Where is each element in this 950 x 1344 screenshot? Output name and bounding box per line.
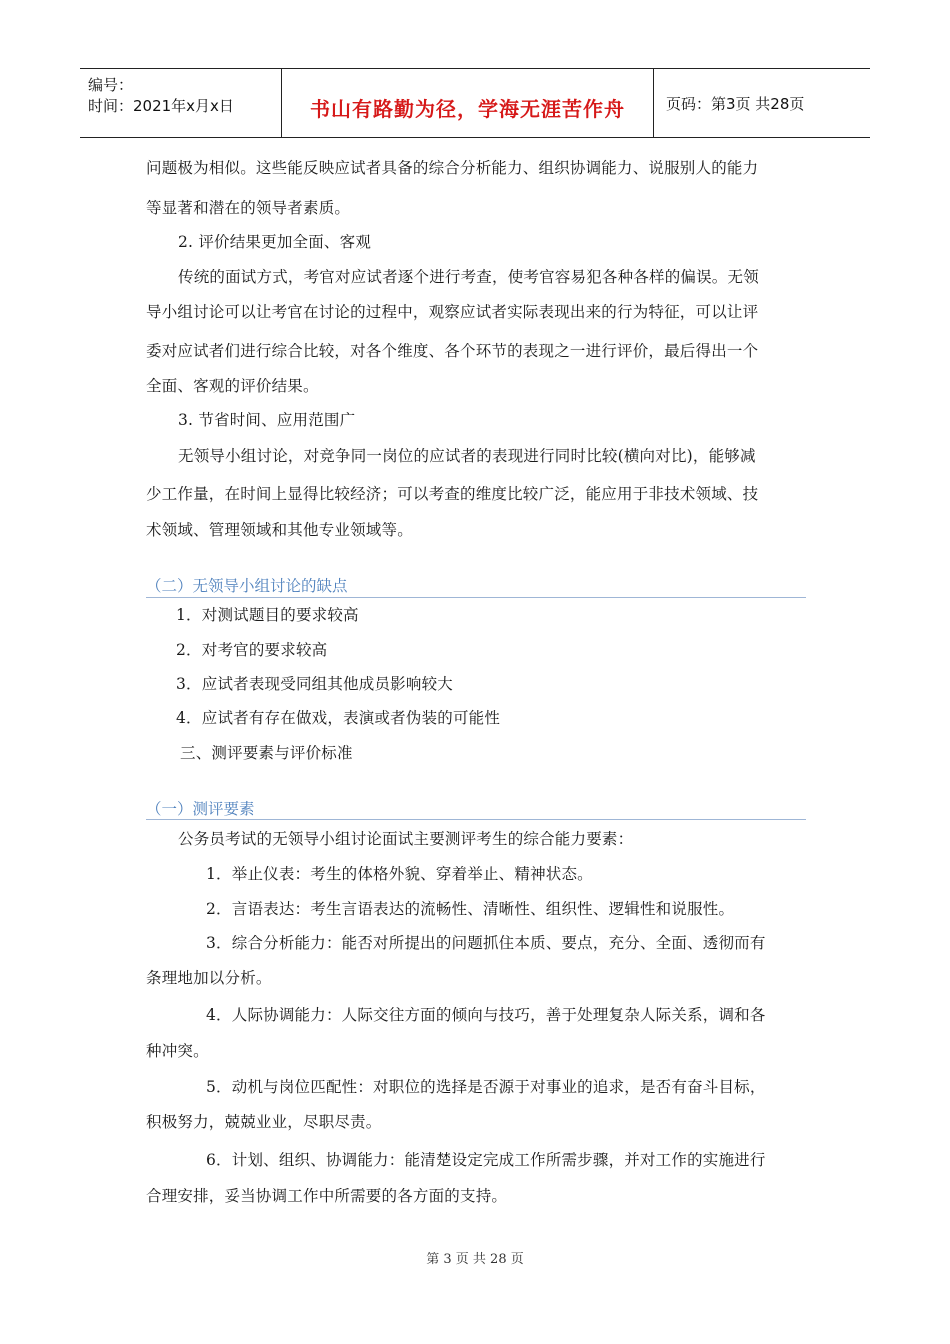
list-item: 2．对考官的要求较高 [176, 641, 328, 659]
body-line: 等显著和潜在的领导者素质。 [146, 199, 351, 217]
body-line: 公务员考试的无领导小组讨论面试主要测评考生的综合能力要素： [178, 830, 634, 848]
section-divider [146, 819, 806, 820]
header-page-info: 页码：第3页 共28页 [666, 94, 805, 113]
section-heading: （二）无领导小组讨论的缺点 [146, 577, 348, 595]
list-item-title: 3. 节省时间、应用范围广 [178, 411, 356, 429]
header-time: 时间：2021年x月x日 [88, 97, 234, 115]
list-item: 1．举止仪表：考生的体格外貌、穿着举止、精神状态。 [206, 865, 593, 883]
header-motto: 书山有路勤为径，学海无涯苦作舟 [282, 69, 654, 137]
section-heading: （一）测评要素 [146, 800, 255, 818]
body-line: 少工作量，在时间上显得比较经济；可以考查的维度比较广泛，能应用于非技术领域、技 [146, 485, 759, 503]
list-item: 3．应试者表现受同组其他成员影响较大 [176, 675, 453, 693]
list-item: 4．人际协调能力：人际交往方面的倾向与技巧，善于处理复杂人际关系，调和各 [206, 1006, 766, 1024]
section-divider [146, 597, 806, 598]
body-line: 委对应试者们进行综合比较，对各个维度、各个环节的表现之一进行评价，最后得出一个 [146, 342, 759, 360]
list-item: 5．动机与岗位匹配性：对职位的选择是否源于对事业的追求，是否有奋斗目标， [206, 1078, 766, 1096]
body-line: 无领导小组讨论，对竞争同一岗位的应试者的表现进行同时比较(横向对比)，能够减 [178, 447, 756, 465]
body-line: 全面、客观的评价结果。 [146, 377, 319, 395]
header-meta [80, 69, 282, 137]
list-item: 4．应试者有存在做戏，表演或者伪装的可能性 [176, 709, 501, 727]
list-item: 6．计划、组织、协调能力：能清楚设定完成工作所需步骤，并对工作的实施进行 [206, 1151, 766, 1169]
body-line: 传统的面试方式，考官对应试者逐个进行考查，使考官容易犯各种各样的偏误。无领 [178, 268, 759, 286]
list-item: 1．对测试题目的要求较高 [176, 606, 359, 624]
body-line: 导小组讨论可以让考官在讨论的过程中，观察应试者实际表现出来的行为特征，可以让评 [146, 303, 759, 321]
page-footer: 第 3 页 共 28 页 [426, 1252, 524, 1267]
body-line: 种冲突。 [146, 1042, 209, 1060]
body-line: 合理安排，妥当协调工作中所需要的各方面的支持。 [146, 1187, 508, 1205]
list-item: 3．综合分析能力：能否对所提出的问题抓住本质、要点，充分、全面、透彻而有 [206, 934, 766, 952]
body-line: 术领域、管理领域和其他专业领域等。 [146, 521, 413, 539]
header-number: 编号： [88, 76, 134, 94]
body-line: 条理地加以分析。 [146, 969, 272, 987]
list-item: 2．言语表达：考生言语表达的流畅性、清晰性、组织性、逻辑性和说服性。 [206, 900, 735, 918]
body-line: 积极努力，兢兢业业，尽职尽责。 [146, 1113, 382, 1131]
chapter-heading: 三、测评要素与评价标准 [180, 744, 353, 762]
body-line: 问题极为相似。这些能反映应试者具备的综合分析能力、组织协调能力、说服别人的能力 [146, 159, 759, 177]
list-item-title: 2. 评价结果更加全面、客观 [178, 233, 372, 251]
page-header [80, 68, 870, 138]
